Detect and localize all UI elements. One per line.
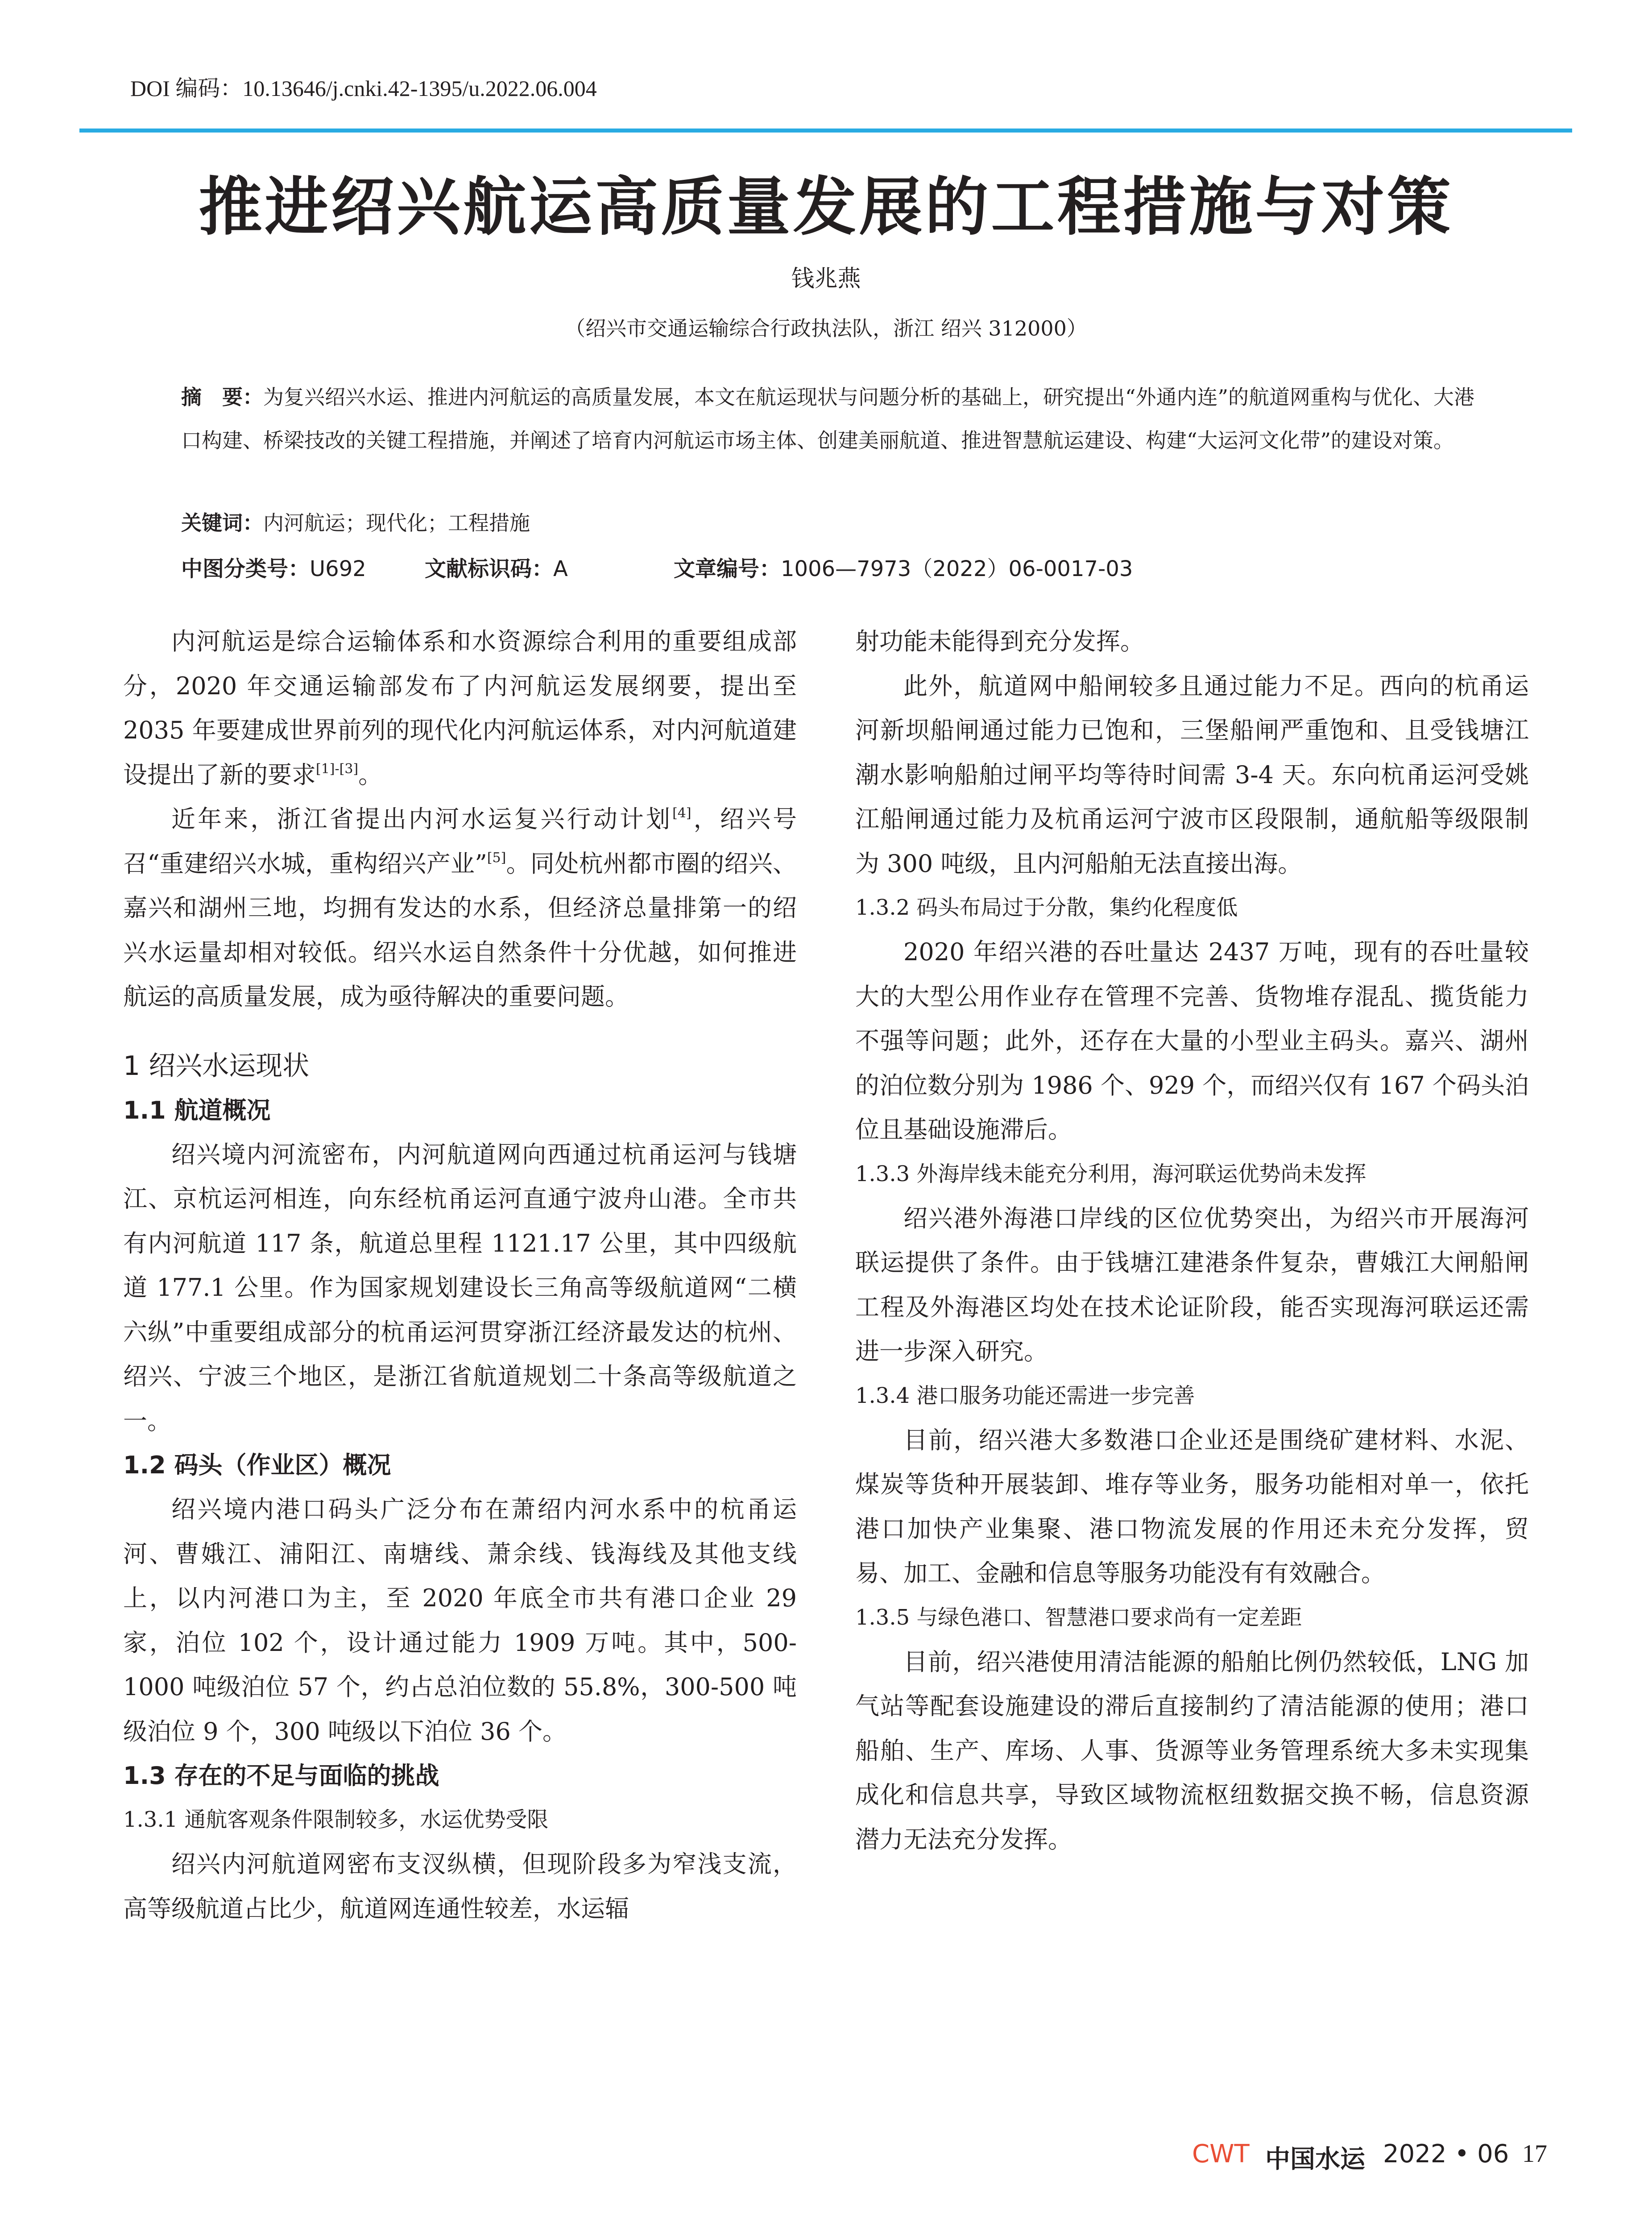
abstract bbox=[181, 376, 1488, 462]
subsubsection-heading: 1.3.2 码头布局过于分散，集约化程度低 bbox=[855, 895, 1238, 920]
art-label: 文章编号： bbox=[674, 556, 781, 581]
left-column bbox=[123, 619, 797, 1931]
article-number bbox=[674, 552, 1133, 582]
magazine-name: 中国水运 bbox=[1265, 2144, 1365, 2174]
clc-number bbox=[181, 552, 366, 582]
doc-label: 文献标识码： bbox=[425, 556, 554, 581]
subsubsection-heading: 1.3.4 港口服务功能还需进一步完善 bbox=[855, 1383, 1195, 1408]
doi-line: DOI 编码：10.13646/j.cnki.42-1395/u.2022.06.004 bbox=[130, 76, 597, 101]
subsection-heading: 1.3 存在的不足与面临的挑战 bbox=[123, 1762, 439, 1790]
affiliation: （绍兴市交通运输综合行政执法队，浙江 绍兴 312000） bbox=[565, 316, 1087, 340]
header-rule bbox=[79, 129, 1572, 133]
clc-value: U692 bbox=[310, 556, 366, 581]
doc-code bbox=[425, 552, 568, 582]
subsection-heading: 1.2 码头（作业区）概况 bbox=[123, 1451, 391, 1479]
author: 钱兆燕 bbox=[791, 265, 861, 292]
paragraph: 2020 年绍兴港的吞吐量达 2437 万吨，现有的吞吐量较大的大型公用作业存在管理不完善、货物堆存混乱、揽货能力不强等问题；此外，还存在大量的小型业主码头。嘉兴、湖州的泊位数分别为 1986 个、929 个，而绍兴仅有 167 个码头泊位且基础设施滞后。 bbox=[855, 938, 1529, 1144]
paragraph: 绍兴境内港口码头广泛分布在萧绍内河水系中的杭甬运河、曹娥江、浦阳江、南塘线、萧余线、钱海线及其他支线上，以内河港口为主，至 2020 年底全市共有港口企业 29 家，泊位 102 个，设计通过能力 1909 万吨。其中，500-1000 吨级泊位 57 个，约占总泊位数的 55.8%，300-500 吨级泊位 9 个，300 吨级以下泊位 36 个。 bbox=[123, 1495, 797, 1746]
keywords bbox=[181, 507, 530, 536]
paragraph: 目前，绍兴港使用清洁能源的船舶比例仍然较低，LNG 加气站等配套设施建设的滞后直接制约了清洁能源的使用；港口船舶、生产、库场、人事、货源等业务管理系统大多未实现集成化和信息共享，导致区域物流枢纽数据交换不畅，信息资源潜力无法充分发挥。 bbox=[855, 1647, 1529, 1854]
citation: [1]-[3] bbox=[316, 761, 359, 777]
paragraph: 此外，航道网中船闸较多且通过能力不足。西向的杭甬运河新坝船闸通过能力已饱和，三堡船闸严重饱和、且受钱塘江潮水影响船舶过闸平均等待时间需 3-4 天。东向杭甬运河受姚江船闸通过能力及杭甬运河宁波市区段限制，通航船等级限制为 300 吨级，且内河船舶无法直接出海。 bbox=[855, 672, 1529, 878]
subsubsection-heading: 1.3.5 与绿色港口、智慧港口要求尚有一定差距 bbox=[855, 1605, 1302, 1630]
brand-logo: CWT bbox=[1192, 2140, 1250, 2169]
abstract-label: 摘 要： bbox=[181, 385, 263, 409]
paragraph: 绍兴港外海港口岸线的区位优势突出，为绍兴市开展海河联运提供了条件。由于钱塘江建港条件复杂，曹娥江大闸船闸工程及外海港区均处在技术论证阶段，能否实现海河联运还需进一步深入研究。 bbox=[855, 1204, 1529, 1365]
article-title: 推进绍兴航运高质量发展的工程措施与对策 bbox=[199, 170, 1453, 244]
subsubsection-heading: 1.3.3 外海岸线未能充分利用，海河联运优势尚未发挥 bbox=[855, 1161, 1366, 1186]
keywords-text: 内河航运；现代化；工程措施 bbox=[263, 511, 530, 535]
subsection-heading: 1.1 航道概况 bbox=[123, 1096, 271, 1124]
paragraph: 内河航运是综合运输体系和水资源综合利用的重要组成部分，2020 年交通运输部发布了内河航运发展纲要，提出至 2035 年要建成世界前列的现代化内河航运体系，对内河航道建设提出了新的要求[1]-[3]。 bbox=[123, 627, 797, 789]
doc-value: A bbox=[553, 556, 568, 581]
page-number: 17 bbox=[1522, 2140, 1547, 2168]
abstract-text: 为复兴绍兴水运、推进内河航运的高质量发展，本文在航运现状与问题分析的基础上，研究提出“外通内连”的航道网重构与优化、大港口构建、桥梁技改的关键工程措施，并阐述了培育内河航运市场主体、创建美丽航道、推进智慧航运建设、构建“大运河文化带”的建设对策。 bbox=[181, 385, 1475, 452]
keywords-label: 关键词： bbox=[181, 511, 263, 535]
section-heading: 1 绍兴水运现状 bbox=[123, 1050, 310, 1082]
right-column bbox=[855, 619, 1529, 1862]
citation: [5] bbox=[487, 850, 506, 866]
clc-label: 中图分类号： bbox=[181, 556, 310, 581]
paragraph: 目前，绍兴港大多数港口企业还是围绕矿建材料、水泥、煤炭等货种开展装卸、堆存等业务，服务功能相对单一，依托港口加快产业集聚、港口物流发展的作用还未充分发挥，贸易、加工、金融和信息等服务功能没有有效融合。 bbox=[855, 1426, 1529, 1587]
art-value: 1006—7973（2022）06-0017-03 bbox=[781, 556, 1133, 581]
paragraph: 近年来，浙江省提出内河水运复兴行动计划[4]，绍兴号召“重建绍兴水城，重构绍兴产业”[5]。同处杭州都市圈的绍兴、嘉兴和湖州三地，均拥有发达的水系，但经济总量排第一的绍兴水运量却相对较低。绍兴水运自然条件十分优越，如何推进航运的高质量发展，成为亟待解决的重要问题。 bbox=[123, 805, 797, 1011]
paragraph: 绍兴内河航道网密布支汊纵横，但现阶段多为窄浅支流，高等级航道占比少，航道网连通性较差，水运辐 bbox=[123, 1850, 797, 1923]
citation: [4] bbox=[672, 805, 691, 821]
paragraph: 射功能未能得到充分发挥。 bbox=[855, 627, 1144, 655]
subsubsection-heading: 1.3.1 通航客观条件限制较多，水运优势受限 bbox=[123, 1807, 549, 1832]
issue-date: 2022 • 06 bbox=[1383, 2140, 1509, 2169]
paragraph: 绍兴境内河流密布，内河航道网向西通过杭甬运河与钱塘江、京杭运河相连，向东经杭甬运河直通宁波舟山港。全市共有内河航道 117 条，航道总里程 1121.17 公里，其中四级航道 177.1 公里。作为国家规划建设长三角高等级航道网“二横六纵”中重要组成部分的杭甬运河贯穿浙江经济最发达的杭州、绍兴、宁波三个地区，是浙江省航道规划二十条高等级航道之一。 bbox=[123, 1140, 797, 1435]
